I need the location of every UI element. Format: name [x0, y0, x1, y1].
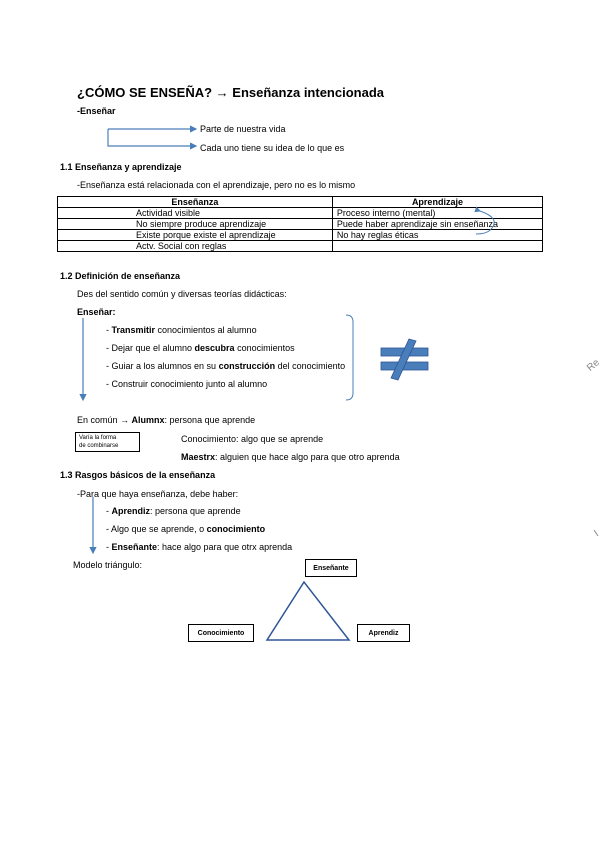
- curved-arrow-icon: [476, 211, 494, 234]
- section-intro-1-2: Des del sentido común y diversas teorías didácticas:: [77, 289, 287, 299]
- edge-fragment: Re: [584, 357, 602, 374]
- definition-item: - Transmitir conocimientos al alumno: [106, 325, 257, 335]
- table-cell: Proceso interno (mental): [332, 208, 542, 219]
- table-cell: Puede haber aprendizaje sin enseñanza: [332, 219, 542, 230]
- table-cell: No hay reglas éticas: [332, 230, 542, 241]
- definition-item: - Guiar a los alumnos en su construcción del conocimiento: [106, 361, 346, 371]
- page-title: ¿CÓMO SE ENSEÑA? → Enseñanza intencionada: [77, 85, 384, 100]
- section-intro-1-3: -Para que haya enseñanza, debe haber:: [77, 489, 239, 499]
- table-cell: No siempre produce aprendizaje: [58, 219, 333, 230]
- rasgo-item: - Algo que se aprende, o conocimiento: [106, 524, 266, 534]
- table-cell: Existe porque existe el aprendizaje: [58, 230, 333, 241]
- not-equal-icon: [381, 339, 428, 380]
- table-cell: Actividad visible: [58, 208, 333, 219]
- ensenar-definition-label: Enseñar:: [77, 307, 116, 317]
- note-line: de combinarse: [79, 443, 119, 449]
- section-heading-1-2: 1.2 Definición de enseñanza: [60, 271, 181, 281]
- note-line: Varía la forma: [79, 435, 117, 441]
- common-line: En común → Alumnx: persona que aprende: [77, 415, 256, 425]
- triangle-shape: [267, 582, 349, 640]
- node-conocimiento: Conocimiento: [188, 624, 254, 642]
- ensenar-label: -Enseñar: [77, 106, 116, 116]
- section-intro-1-1: -Enseñanza está relacionada con el aprendizaje, pero no es lo mismo: [77, 180, 356, 190]
- ensenar-arrows: [108, 129, 196, 146]
- node-ensenante: Enseñante: [305, 559, 357, 577]
- ensenar-item: Cada uno tiene su idea de lo que es: [200, 143, 345, 153]
- section-heading-1-3: 1.3 Rasgos básicos de la enseñanza: [60, 470, 216, 480]
- model-label: Modelo triángulo:: [73, 560, 143, 570]
- table-header: Aprendizaje: [332, 197, 542, 208]
- table-header: Enseñanza: [58, 197, 333, 208]
- definition-item: - Construir conocimiento junto al alumno: [106, 379, 268, 389]
- maestro-definition: Maestrx: alguien que hace algo para que otro aprenda: [181, 452, 400, 462]
- definition-item: - Dejar que el alumno descubra conocimientos: [106, 343, 295, 353]
- table-cell: Actv. Social con reglas: [58, 241, 333, 252]
- right-bracket: [346, 315, 353, 400]
- rasgo-item: - Enseñante: hace algo para que otrx aprenda: [106, 542, 293, 552]
- node-aprendiz: Aprendiz: [357, 624, 410, 642]
- rasgo-item: - Aprendiz: persona que aprende: [106, 506, 241, 516]
- section-heading-1-1: 1.1 Enseñanza y aprendizaje: [60, 162, 182, 172]
- conocimiento-definition: Conocimiento: algo que se aprende: [181, 434, 324, 444]
- ensenar-item: Parte de nuestra vida: [200, 124, 286, 134]
